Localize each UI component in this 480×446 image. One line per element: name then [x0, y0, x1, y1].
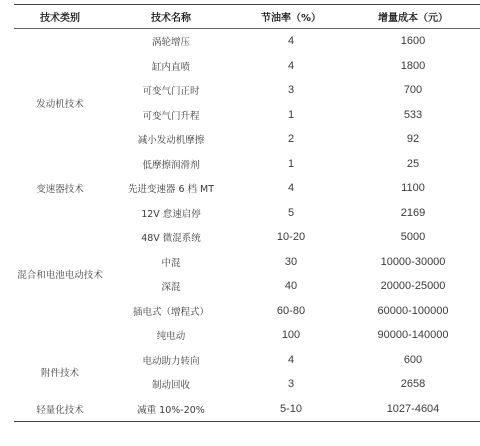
category-cell: 混合和电池电动技术: [17, 270, 103, 281]
incremental-cost-cell: 1027-4604: [346, 397, 480, 422]
table-header: [14, 5, 480, 29]
incremental-cost-cell: 60000-100000: [377, 304, 449, 317]
technology-name-cell: 12V 怠速启停: [141, 208, 201, 220]
technology-name-cell: 48V 微混系统: [141, 233, 201, 245]
header-incremental-cost: 增量成本（元）: [346, 5, 480, 29]
technology-name-cell: 深混: [161, 282, 181, 294]
table-row: [14, 348, 480, 373]
fuel-saving-rate-cell: 5: [287, 206, 295, 219]
category-cell: 附件技术: [40, 368, 79, 379]
incremental-cost-cell: 90000-140000: [377, 329, 449, 342]
fuel-saving-rate-cell: 10-20: [276, 231, 306, 244]
technology-name-cell: 可变气门正时: [142, 86, 200, 98]
table-row: [14, 176, 480, 201]
fuel-saving-technology-table: [14, 4, 480, 422]
technology-name-cell: 缸内直喷: [151, 61, 190, 73]
incremental-cost-cell: 92: [406, 133, 420, 146]
technology-name-cell: 中混: [161, 257, 181, 269]
fuel-saving-rate-cell: 100: [281, 329, 301, 342]
fuel-saving-rate-cell: 4: [287, 353, 295, 366]
fuel-saving-rate-cell: 4: [287, 35, 295, 48]
header-technology-name: 技术名称: [106, 5, 236, 29]
incremental-cost-cell: 1600: [400, 35, 426, 48]
fuel-saving-rate-cell: 1: [287, 157, 295, 170]
fuel-saving-rate-cell: 1: [287, 108, 295, 121]
incremental-cost-cell: 25: [406, 157, 420, 170]
fuel-saving-rate-cell: 40: [284, 280, 298, 293]
technology-name-cell: 电动助力转向: [142, 355, 200, 367]
technology-name-cell: 减重 10%-20%: [106, 397, 236, 422]
header-row: [14, 5, 480, 29]
category-cell: 轻量化技术: [14, 397, 106, 422]
technology-name-cell: 插电式（增程式）: [132, 306, 209, 318]
table-row: [14, 201, 480, 226]
table-body: [14, 29, 480, 422]
header-category: 技术类别: [14, 5, 106, 29]
fuel-saving-rate-cell: 3: [287, 84, 295, 97]
incremental-cost-cell: 533: [403, 108, 423, 121]
technology-name-cell: 涡轮增压: [151, 37, 190, 49]
category-cell: 发动机技术: [36, 98, 84, 110]
fuel-saving-rate-cell: 4: [287, 59, 295, 72]
fuel-saving-rate-cell: 4: [287, 182, 295, 195]
fuel-saving-rate-cell: 5-10: [236, 397, 346, 422]
technology-name-cell: 制动回收: [151, 380, 190, 392]
technology-name-cell: 可变气门升程: [142, 110, 200, 122]
fuel-saving-rate-cell: 2: [287, 133, 295, 146]
incremental-cost-cell: 600: [403, 353, 423, 366]
technology-name-cell: 低摩擦润滑剂: [142, 159, 200, 171]
technology-name-cell: 减小发动机摩擦: [137, 135, 205, 147]
incremental-cost-cell: 1800: [400, 59, 426, 72]
incremental-cost-cell: 2169: [400, 206, 426, 219]
category-cell: 变速器技术: [36, 184, 84, 196]
incremental-cost-cell: 20000-25000: [380, 280, 446, 293]
incremental-cost-cell: 700: [403, 84, 423, 97]
fuel-saving-rate-cell: 30: [284, 255, 298, 268]
fuel-saving-rate-cell: 3: [287, 378, 295, 391]
table-row: [14, 29, 480, 54]
incremental-cost-cell: 5000: [400, 231, 426, 244]
incremental-cost-cell: 10000-30000: [380, 255, 446, 268]
incremental-cost-cell: 1100: [401, 182, 425, 195]
technology-name-cell: 先进变速器 6 档 MT: [127, 184, 215, 196]
table-row: [14, 397, 480, 422]
technology-name-cell: 纯电动: [156, 331, 186, 343]
header-fuel-saving-rate: 节油率（%）: [236, 5, 346, 29]
incremental-cost-cell: 2658: [400, 378, 426, 391]
fuel-saving-rate-cell: 60-80: [276, 304, 306, 317]
